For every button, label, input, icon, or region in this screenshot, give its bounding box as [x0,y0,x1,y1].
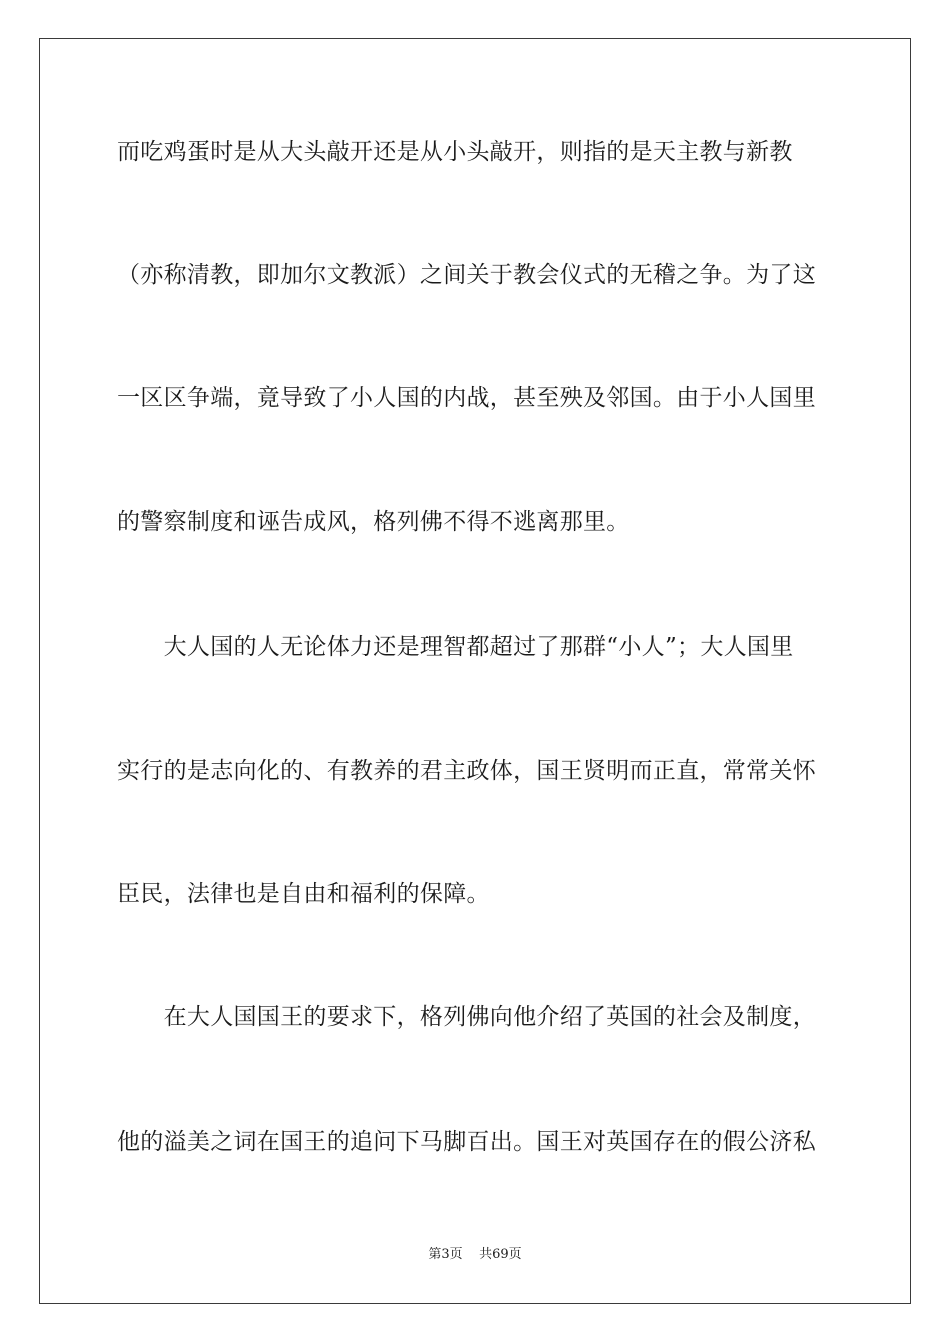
body-text-line: 大人国的人无论体力还是理智都超过了那群“小人”；大人国里 [117,634,794,660]
body-text-line: 而吃鸡蛋时是从大头敲开还是从小头敲开，则指的是天主教与新教 [117,139,793,165]
body-text-line: 实行的是志向化的、有教养的君主政体，国王贤明而正直，常常关怀 [117,758,816,784]
body-text-line: 臣民，法律也是自由和福利的保障。 [117,881,490,907]
body-text-line: 在大人国国王的要求下，格列佛向他介绍了英国的社会及制度， [117,1004,816,1030]
page-footer [0,1246,950,1264]
body-text-line: 他的溢美之词在国王的追问下马脚百出。国王对英国存在的假公济私 [117,1129,816,1155]
page-number: 第3页 [428,1247,463,1262]
page-total: 共69页 [479,1247,522,1262]
body-text-line: 一区区争端，竟导致了小人国的内战，甚至殃及邻国。由于小人国里 [117,385,816,411]
page-border [39,38,911,1304]
body-text-line: （亦称清教，即加尔文教派）之间关于教会仪式的无稽之争。为了这 [117,262,816,288]
body-text-line: 的警察制度和诬告成风，格列佛不得不逃离那里。 [117,509,630,535]
